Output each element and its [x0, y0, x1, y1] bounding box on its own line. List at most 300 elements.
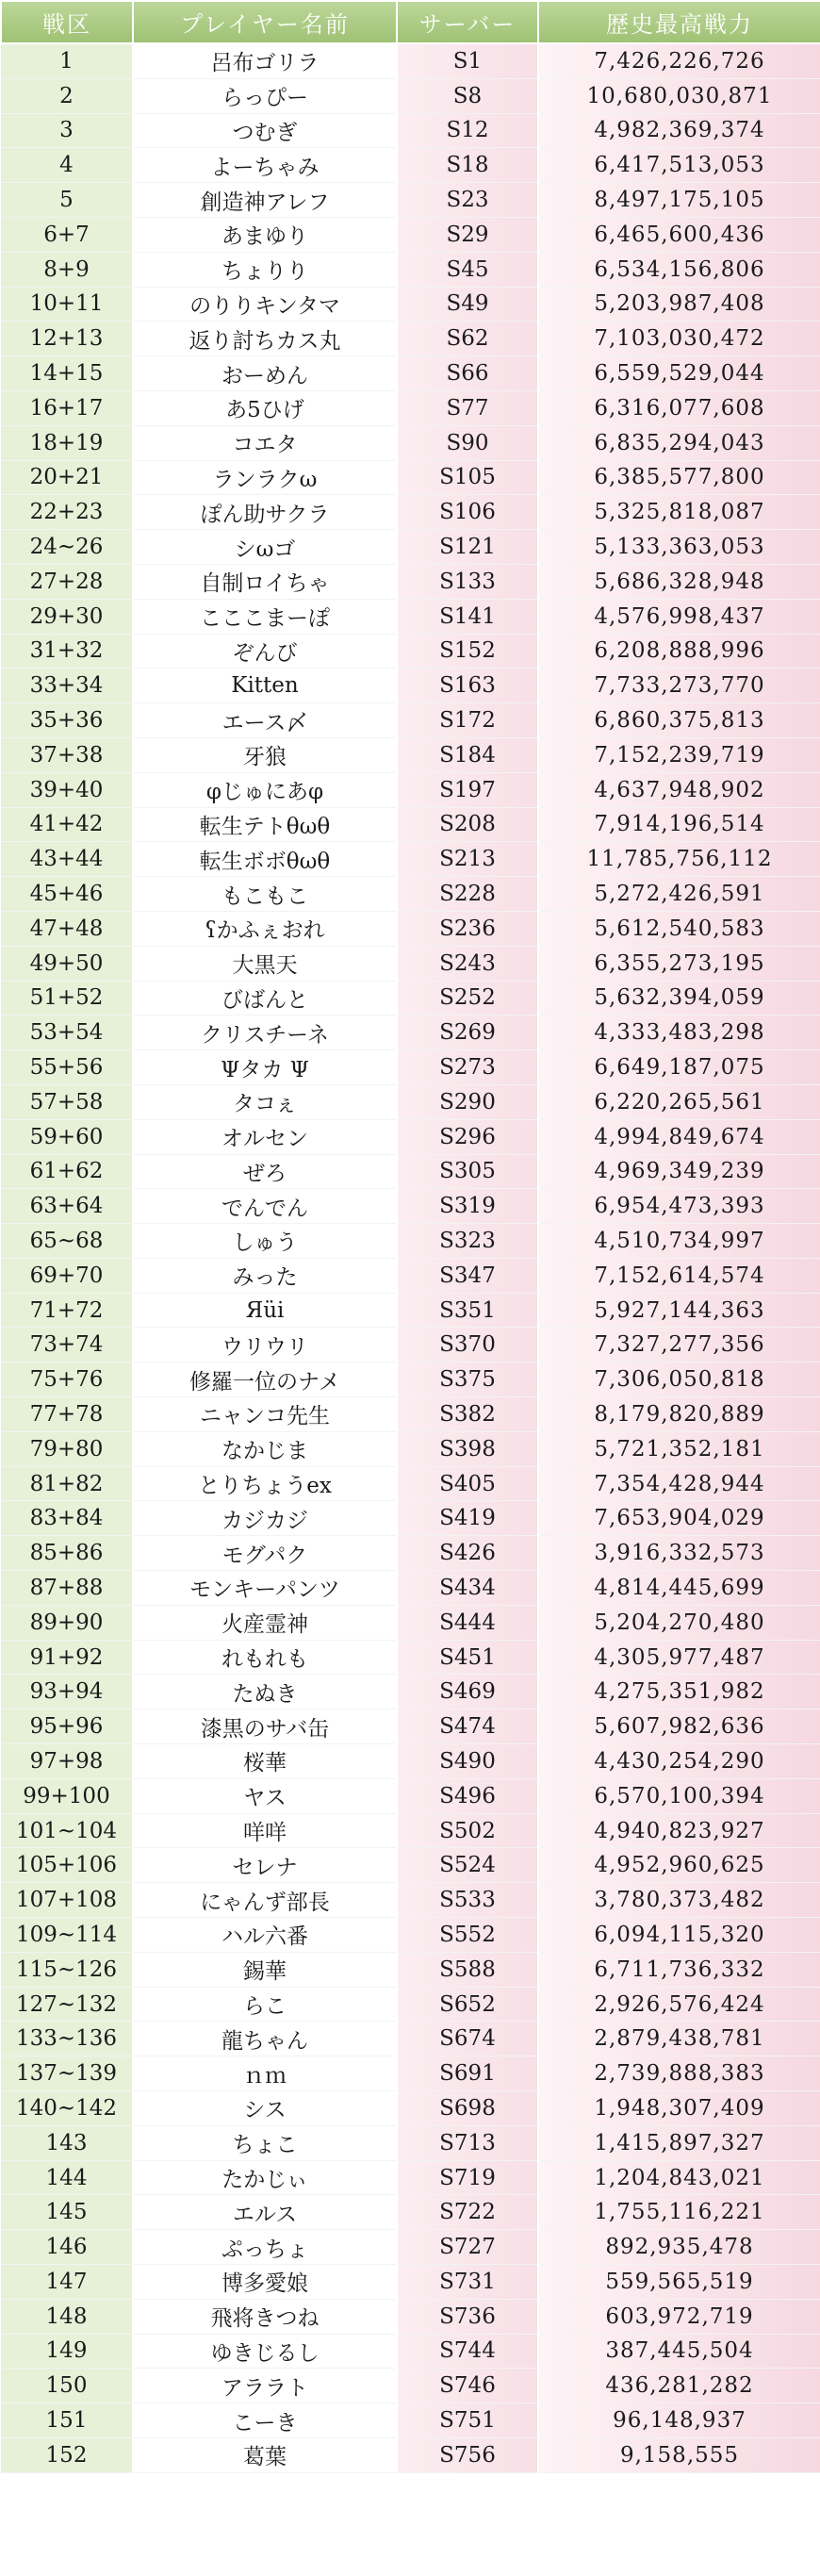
table-row [1, 1605, 820, 1640]
header-row [1, 1, 820, 43]
player-name-cell: とりちょうex [133, 1466, 397, 1501]
table-row [1, 1501, 820, 1536]
ward-cell: 65~68 [1, 1224, 133, 1259]
player-name-cell: クリスチーネ [133, 1016, 397, 1050]
player-name-cell: シス [133, 2091, 397, 2126]
player-name-cell: れもれも [133, 1640, 397, 1675]
server-cell: S496 [397, 1778, 538, 1813]
player-name-cell: モンキーパンツ [133, 1571, 397, 1606]
max-power-cell: 10,680,030,871 [538, 78, 820, 113]
table-row [1, 390, 820, 425]
table-row [1, 2195, 820, 2230]
table-row [1, 2265, 820, 2300]
max-power-cell: 5,612,540,583 [538, 911, 820, 946]
server-cell: S419 [397, 1501, 538, 1536]
table-row [1, 2125, 820, 2160]
ward-cell: 3 [1, 113, 133, 148]
table-row [1, 1952, 820, 1987]
server-cell: S502 [397, 1813, 538, 1848]
player-name-cell: こーき [133, 2403, 397, 2438]
player-name-cell: 錫華 [133, 1952, 397, 1987]
table-row [1, 495, 820, 530]
player-name-cell: 桜華 [133, 1744, 397, 1779]
player-name-cell: こここまーぽ [133, 599, 397, 634]
max-power-cell: 2,739,888,383 [538, 2056, 820, 2091]
table-row [1, 1918, 820, 1953]
max-power-cell: 7,306,050,818 [538, 1362, 820, 1397]
table-row [1, 1362, 820, 1397]
ward-cell: 101~104 [1, 1813, 133, 1848]
max-power-cell: 2,926,576,424 [538, 1987, 820, 2022]
ward-cell: 2 [1, 78, 133, 113]
table-row [1, 1883, 820, 1918]
table-row [1, 634, 820, 669]
server-cell: S736 [397, 2299, 538, 2334]
max-power-cell: 4,940,823,927 [538, 1813, 820, 1848]
ward-cell: 83+84 [1, 1501, 133, 1536]
max-power-cell: 7,914,196,514 [538, 807, 820, 842]
ward-cell: 115~126 [1, 1952, 133, 1987]
ward-cell: 4 [1, 148, 133, 183]
ward-cell: 107+108 [1, 1883, 133, 1918]
max-power-cell: 5,133,363,053 [538, 530, 820, 565]
table-row [1, 1675, 820, 1709]
max-power-cell: 6,954,473,393 [538, 1189, 820, 1224]
server-cell: S228 [397, 877, 538, 912]
player-name-cell: ヤス [133, 1778, 397, 1813]
server-cell: S319 [397, 1189, 538, 1224]
player-name-cell: のりりキンタマ [133, 287, 397, 322]
table-row [1, 946, 820, 981]
ward-cell: 55+56 [1, 1050, 133, 1085]
server-cell: S184 [397, 737, 538, 772]
max-power-cell: 387,445,504 [538, 2334, 820, 2369]
server-cell: S252 [397, 981, 538, 1016]
table-row [1, 1431, 820, 1466]
table-row [1, 1709, 820, 1744]
table-row [1, 669, 820, 703]
player-name-cell: ランラクω [133, 460, 397, 495]
max-power-cell: 436,281,282 [538, 2369, 820, 2403]
player-name-cell: ぷっちょ [133, 2230, 397, 2265]
player-name-cell: モグパク [133, 1536, 397, 1571]
server-cell: S756 [397, 2437, 538, 2472]
server-cell: S273 [397, 1050, 538, 1085]
server-cell: S163 [397, 669, 538, 703]
max-power-cell: 6,570,100,394 [538, 1778, 820, 1813]
ward-cell: 105+106 [1, 1848, 133, 1883]
player-name-cell: 龍ちゃん [133, 2022, 397, 2056]
ward-cell: 143 [1, 2125, 133, 2160]
max-power-cell: 5,204,270,480 [538, 1605, 820, 1640]
table-row [1, 2022, 820, 2056]
server-cell: S426 [397, 1536, 538, 1571]
table-row [1, 1328, 820, 1362]
ward-cell: 133~136 [1, 2022, 133, 2056]
player-name-cell: びばんと [133, 981, 397, 1016]
player-name-cell: 転生テトθωθ [133, 807, 397, 842]
ward-cell: 49+50 [1, 946, 133, 981]
ward-cell: 41+42 [1, 807, 133, 842]
server-cell: S474 [397, 1709, 538, 1744]
player-name-cell: みった [133, 1258, 397, 1293]
server-cell: S731 [397, 2265, 538, 2300]
max-power-cell: 5,203,987,408 [538, 287, 820, 322]
ward-cell: 43+44 [1, 842, 133, 877]
server-cell: S197 [397, 772, 538, 807]
player-name-cell: でんでん [133, 1189, 397, 1224]
player-name-cell: シωゴ [133, 530, 397, 565]
player-name-cell: たかじぃ [133, 2160, 397, 2195]
server-cell: S172 [397, 703, 538, 738]
server-cell: S375 [397, 1362, 538, 1397]
ward-cell: 33+34 [1, 669, 133, 703]
max-power-cell: 7,426,226,726 [538, 43, 820, 78]
ward-cell: 99+100 [1, 1778, 133, 1813]
max-power-cell: 3,916,332,573 [538, 1536, 820, 1571]
table-row [1, 1813, 820, 1848]
table-row [1, 322, 820, 356]
table-row [1, 737, 820, 772]
ward-cell: 22+23 [1, 495, 133, 530]
player-name-cell: Яüi [133, 1293, 397, 1328]
max-power-cell: 559,565,519 [538, 2265, 820, 2300]
ward-cell: 6+7 [1, 217, 133, 252]
player-name-cell: カジカジ [133, 1501, 397, 1536]
table-row [1, 356, 820, 391]
ward-cell: 27+28 [1, 564, 133, 599]
ward-cell: 95+96 [1, 1709, 133, 1744]
ward-cell: 73+74 [1, 1328, 133, 1362]
ward-cell: 5 [1, 183, 133, 218]
ward-cell: 144 [1, 2160, 133, 2195]
player-name-cell: たぬき [133, 1675, 397, 1709]
player-name-cell: つむぎ [133, 113, 397, 148]
player-name-cell: 飛将きつね [133, 2299, 397, 2334]
player-name-cell: らっぴー [133, 78, 397, 113]
player-name-cell: ｎｍ [133, 2056, 397, 2091]
ward-cell: 109~114 [1, 1918, 133, 1953]
table-row [1, 599, 820, 634]
ward-cell: 93+94 [1, 1675, 133, 1709]
ward-cell: 61+62 [1, 1154, 133, 1189]
table-row [1, 460, 820, 495]
server-cell: S45 [397, 252, 538, 287]
max-power-cell: 11,785,756,112 [538, 842, 820, 877]
player-name-cell: ぽん助サクラ [133, 495, 397, 530]
ward-cell: 69+70 [1, 1258, 133, 1293]
player-name-cell: にゃんず部長 [133, 1883, 397, 1918]
max-power-cell: 5,607,982,636 [538, 1709, 820, 1744]
server-cell: S469 [397, 1675, 538, 1709]
ward-cell: 85+86 [1, 1536, 133, 1571]
server-cell: S243 [397, 946, 538, 981]
max-power-cell: 4,952,960,625 [538, 1848, 820, 1883]
player-name-cell: 修羅一位のナメ [133, 1362, 397, 1397]
ward-cell: 87+88 [1, 1571, 133, 1606]
server-cell: S296 [397, 1119, 538, 1154]
max-power-cell: 8,497,175,105 [538, 183, 820, 218]
ward-cell: 152 [1, 2437, 133, 2472]
table-row [1, 1224, 820, 1259]
player-name-cell: 咩咩 [133, 1813, 397, 1848]
player-name-cell: 漆黒のサバ缶 [133, 1709, 397, 1744]
ward-cell: 47+48 [1, 911, 133, 946]
max-power-cell: 5,721,352,181 [538, 1431, 820, 1466]
ward-cell: 79+80 [1, 1431, 133, 1466]
table-row [1, 1744, 820, 1779]
table-row [1, 1640, 820, 1675]
max-power-cell: 5,272,426,591 [538, 877, 820, 912]
table-row [1, 1848, 820, 1883]
player-name-cell: タコぇ [133, 1084, 397, 1119]
table-row [1, 564, 820, 599]
server-cell: S552 [397, 1918, 538, 1953]
table-row [1, 1016, 820, 1050]
server-cell: S451 [397, 1640, 538, 1675]
server-cell: S405 [397, 1466, 538, 1501]
max-power-cell: 7,733,273,770 [538, 669, 820, 703]
player-name-cell: らこ [133, 1987, 397, 2022]
table-row [1, 2334, 820, 2369]
player-name-cell: あまゆり [133, 217, 397, 252]
ward-cell: 8+9 [1, 252, 133, 287]
max-power-cell: 4,994,849,674 [538, 1119, 820, 1154]
table-row [1, 217, 820, 252]
table-row [1, 2230, 820, 2265]
player-name-cell: Ψタカ Ψ [133, 1050, 397, 1085]
player-name-cell: 転生ボボθωθ [133, 842, 397, 877]
ward-cell: 140~142 [1, 2091, 133, 2126]
player-name-cell: 創造神アレフ [133, 183, 397, 218]
ward-cell: 29+30 [1, 599, 133, 634]
max-power-cell: 6,534,156,806 [538, 252, 820, 287]
server-cell: S290 [397, 1084, 538, 1119]
server-cell: S208 [397, 807, 538, 842]
max-power-cell: 7,354,428,944 [538, 1466, 820, 1501]
max-power-cell: 7,103,030,472 [538, 322, 820, 356]
table-row [1, 1293, 820, 1328]
player-name-cell: ʕかふぇおれ [133, 911, 397, 946]
header-max-power: 歴史最高戦力 [538, 1, 820, 43]
server-cell: S133 [397, 564, 538, 599]
server-cell: S533 [397, 1883, 538, 1918]
ward-cell: 18+19 [1, 425, 133, 460]
max-power-cell: 96,148,937 [538, 2403, 820, 2438]
table-row [1, 842, 820, 877]
ward-cell: 91+92 [1, 1640, 133, 1675]
header-player-name: プレイヤー名前 [133, 1, 397, 43]
max-power-cell: 6,559,529,044 [538, 356, 820, 391]
ward-cell: 89+90 [1, 1605, 133, 1640]
table-row [1, 1119, 820, 1154]
max-power-cell: 6,355,273,195 [538, 946, 820, 981]
max-power-cell: 6,316,077,608 [538, 390, 820, 425]
server-cell: S8 [397, 78, 538, 113]
player-name-cell: ウリウリ [133, 1328, 397, 1362]
server-cell: S434 [397, 1571, 538, 1606]
max-power-cell: 4,969,349,239 [538, 1154, 820, 1189]
player-name-cell: 博多愛娘 [133, 2265, 397, 2300]
table-row [1, 425, 820, 460]
max-power-cell: 6,208,888,996 [538, 634, 820, 669]
server-cell: S62 [397, 322, 538, 356]
server-cell: S77 [397, 390, 538, 425]
ward-cell: 97+98 [1, 1744, 133, 1779]
server-cell: S66 [397, 356, 538, 391]
max-power-cell: 5,686,328,948 [538, 564, 820, 599]
player-name-cell: ちょこ [133, 2125, 397, 2160]
player-name-cell: しゅう [133, 1224, 397, 1259]
ward-cell: 31+32 [1, 634, 133, 669]
server-cell: S106 [397, 495, 538, 530]
table-row [1, 1050, 820, 1085]
ward-cell: 147 [1, 2265, 133, 2300]
table-row [1, 911, 820, 946]
server-cell: S382 [397, 1397, 538, 1432]
player-name-cell: ニャンコ先生 [133, 1397, 397, 1432]
max-power-cell: 4,275,351,982 [538, 1675, 820, 1709]
table-row [1, 2160, 820, 2195]
server-cell: S23 [397, 183, 538, 218]
table-row [1, 981, 820, 1016]
max-power-cell: 4,982,369,374 [538, 113, 820, 148]
ward-cell: 14+15 [1, 356, 133, 391]
server-cell: S524 [397, 1848, 538, 1883]
player-name-cell: エルス [133, 2195, 397, 2230]
max-power-cell: 6,860,375,813 [538, 703, 820, 738]
server-cell: S370 [397, 1328, 538, 1362]
ward-cell: 71+72 [1, 1293, 133, 1328]
server-cell: S269 [397, 1016, 538, 1050]
table-row [1, 1154, 820, 1189]
server-cell: S744 [397, 2334, 538, 2369]
ward-cell: 53+54 [1, 1016, 133, 1050]
ward-cell: 151 [1, 2403, 133, 2438]
table-row [1, 1466, 820, 1501]
table-row [1, 807, 820, 842]
table-row [1, 1987, 820, 2022]
max-power-cell: 4,510,734,997 [538, 1224, 820, 1259]
server-cell: S719 [397, 2160, 538, 2195]
server-cell: S722 [397, 2195, 538, 2230]
table-row [1, 530, 820, 565]
player-name-cell: 葛葉 [133, 2437, 397, 2472]
player-name-cell: よーちゃみ [133, 148, 397, 183]
ward-cell: 57+58 [1, 1084, 133, 1119]
server-cell: S691 [397, 2056, 538, 2091]
table-row [1, 287, 820, 322]
server-cell: S444 [397, 1605, 538, 1640]
player-name-cell: 牙狼 [133, 737, 397, 772]
max-power-cell: 9,158,555 [538, 2437, 820, 2472]
table-row [1, 1536, 820, 1571]
max-power-cell: 6,094,115,320 [538, 1918, 820, 1953]
max-power-cell: 4,430,254,290 [538, 1744, 820, 1779]
ward-cell: 10+11 [1, 287, 133, 322]
table-row [1, 2299, 820, 2334]
server-cell: S398 [397, 1431, 538, 1466]
player-name-cell: ゆきじるし [133, 2334, 397, 2369]
max-power-cell: 2,879,438,781 [538, 2022, 820, 2056]
server-cell: S351 [397, 1293, 538, 1328]
ward-cell: 45+46 [1, 877, 133, 912]
header-ward: 戦区 [1, 1, 133, 43]
max-power-cell: 5,632,394,059 [538, 981, 820, 1016]
server-cell: S213 [397, 842, 538, 877]
ward-cell: 1 [1, 43, 133, 78]
ward-cell: 39+40 [1, 772, 133, 807]
ward-cell: 137~139 [1, 2056, 133, 2091]
server-cell: S698 [397, 2091, 538, 2126]
ward-cell: 77+78 [1, 1397, 133, 1432]
max-power-cell: 4,333,483,298 [538, 1016, 820, 1050]
ward-cell: 146 [1, 2230, 133, 2265]
max-power-cell: 4,305,977,487 [538, 1640, 820, 1675]
player-name-cell: オルセン [133, 1119, 397, 1154]
player-name-cell: もこもこ [133, 877, 397, 912]
ward-cell: 16+17 [1, 390, 133, 425]
table-row [1, 2056, 820, 2091]
table-row [1, 1397, 820, 1432]
max-power-cell: 8,179,820,889 [538, 1397, 820, 1432]
player-name-cell: セレナ [133, 1848, 397, 1883]
table-row [1, 1778, 820, 1813]
server-cell: S236 [397, 911, 538, 946]
max-power-cell: 4,576,998,437 [538, 599, 820, 634]
header-server: サーバー [397, 1, 538, 43]
ward-cell: 20+21 [1, 460, 133, 495]
server-cell: S674 [397, 2022, 538, 2056]
ward-cell: 81+82 [1, 1466, 133, 1501]
table-row [1, 703, 820, 738]
server-cell: S29 [397, 217, 538, 252]
server-cell: S490 [397, 1744, 538, 1779]
table-row [1, 183, 820, 218]
server-cell: S12 [397, 113, 538, 148]
max-power-cell: 7,152,614,574 [538, 1258, 820, 1293]
player-name-cell: Kitten [133, 669, 397, 703]
ward-cell: 127~132 [1, 1987, 133, 2022]
table-row [1, 2403, 820, 2438]
max-power-cell: 6,220,265,561 [538, 1084, 820, 1119]
max-power-cell: 6,649,187,075 [538, 1050, 820, 1085]
ward-cell: 145 [1, 2195, 133, 2230]
table-row [1, 1258, 820, 1293]
max-power-cell: 7,327,277,356 [538, 1328, 820, 1362]
max-power-cell: 6,835,294,043 [538, 425, 820, 460]
ward-cell: 149 [1, 2334, 133, 2369]
table-row [1, 877, 820, 912]
max-power-cell: 5,325,818,087 [538, 495, 820, 530]
player-name-cell: ぜろ [133, 1154, 397, 1189]
table-row [1, 1084, 820, 1119]
max-power-cell: 7,152,239,719 [538, 737, 820, 772]
max-power-cell: 3,780,373,482 [538, 1883, 820, 1918]
player-name-cell: ハル六番 [133, 1918, 397, 1953]
player-name-cell: アララト [133, 2369, 397, 2403]
max-power-cell: 6,385,577,800 [538, 460, 820, 495]
server-cell: S49 [397, 287, 538, 322]
player-name-cell: φじゅにあφ [133, 772, 397, 807]
max-power-cell: 1,415,897,327 [538, 2125, 820, 2160]
server-cell: S727 [397, 2230, 538, 2265]
ward-cell: 75+76 [1, 1362, 133, 1397]
table-row [1, 148, 820, 183]
max-power-cell: 1,204,843,021 [538, 2160, 820, 2195]
player-name-cell: なかじま [133, 1431, 397, 1466]
ward-cell: 37+38 [1, 737, 133, 772]
